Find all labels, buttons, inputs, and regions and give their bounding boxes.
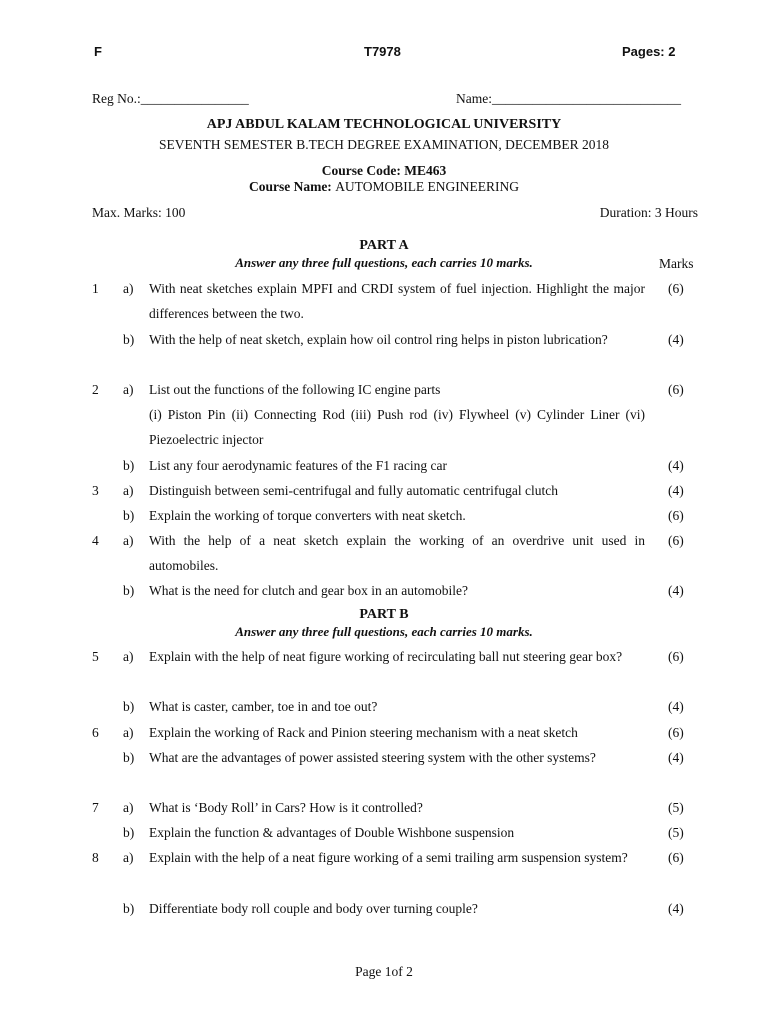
question-number: 7 [92,800,99,815]
question-marks: (4) [668,332,684,347]
course-code: Course Code: ME463 [321,163,447,178]
sub-question-label: a) [123,725,134,740]
reg-no-field: Reg No.:________________ [92,91,249,106]
page-count: Pages: 2 [622,44,676,59]
question-text: Explain the working of torque converters with neat sketch. [149,508,466,523]
sub-question-label: b) [123,699,135,714]
part-a-instruction: Answer any three full questions, each carries 10 marks. [235,255,533,270]
sub-question-label: a) [123,483,134,498]
part-a-title: PART A [359,238,409,253]
question-text: Explain the function & advantages of Double Wishbone suspension [149,825,515,840]
sub-question-label: a) [123,382,134,397]
sub-question-label: a) [123,850,134,865]
course-name-label: Course Name: [248,179,336,194]
question-text: With the help of a neat sketch explain the working of an overdrive unit used in automobiles. [149,533,645,573]
part-b-title: PART B [359,607,409,622]
part-b-instruction: Answer any three full questions, each carries 10 marks. [235,624,533,639]
question-marks: (6) [668,533,684,548]
paper-code: T7978 [364,44,401,59]
question-text: What is the need for clutch and gear box in an automobile? [149,583,469,598]
question-number: 1 [92,281,99,296]
question-marks: (4) [668,901,684,916]
question-text: What are the advantages of power assisted steering system with the other systems? [149,750,596,765]
question-text: Distinguish between semi-centrifugal and fully automatic centrifugal clutch [149,483,558,498]
course-name [0,179,768,195]
question-number: 5 [92,649,99,664]
question-marks: (5) [668,800,684,815]
name-field: Name:____________________________ [456,91,681,106]
sub-question-label: a) [123,533,134,548]
question-text: Explain the working of Rack and Pinion steering mechanism with a neat sketch [149,725,578,740]
question-text: What is ‘Body Roll’ in Cars? How is it controlled? [149,800,423,815]
question-text: List any four aerodynamic features of the F1 racing car [149,458,448,473]
question-text: (i) Piston Pin (ii) Connecting Rod (iii) Push rod (iv) Flywheel (v) Cylinder Liner (vi) Piezoelectric injector [149,407,645,447]
question-marks: (6) [668,850,684,865]
max-marks: Max. Marks: 100 [92,205,186,220]
page-number: Page 1of 2 [355,964,413,979]
question-marks: (5) [668,825,684,840]
marks-column-header: Marks [659,256,694,271]
sub-question-label: b) [123,750,135,765]
question-number: 2 [92,382,99,397]
sub-question-label: b) [123,508,135,523]
question-marks: (4) [668,458,684,473]
question-text: Differentiate body roll couple and body over turning couple? [149,901,478,916]
sub-question-label: b) [123,825,135,840]
duration: Duration: 3 Hours [599,205,698,220]
sub-question-label: b) [123,458,135,473]
question-text: With neat sketches explain MPFI and CRDI system of fuel injection. Highlight the major differences between the two. [149,281,645,321]
question-marks: (4) [668,483,684,498]
question-text: Explain with the help of neat figure working of recirculating ball nut steering gear box? [149,649,623,664]
course-name-value: AUTOMOBILE ENGINEERING [335,179,520,194]
question-text: List out the functions of the following IC engine parts [149,382,441,397]
sub-question-label: b) [123,583,135,598]
sub-question-label: a) [123,281,134,296]
sub-question-label: a) [123,649,134,664]
question-number: 3 [92,483,99,498]
question-marks: (4) [668,583,684,598]
question-number: 6 [92,725,99,740]
question-marks: (6) [668,725,684,740]
question-marks: (6) [668,382,684,397]
question-number: 4 [92,533,99,548]
sub-question-label: b) [123,332,135,347]
question-marks: (6) [668,649,684,664]
question-number: 8 [92,850,99,865]
sub-question-label: b) [123,901,135,916]
sub-question-label: a) [123,800,134,815]
paper-set-label: F [94,44,102,59]
question-marks: (6) [668,508,684,523]
university-name: APJ ABDUL KALAM TECHNOLOGICAL UNIVERSITY [206,117,562,132]
question-marks: (4) [668,699,684,714]
exam-title: SEVENTH SEMESTER B.TECH DEGREE EXAMINATION, DECEMBER 2018 [159,137,609,152]
question-marks: (6) [668,281,684,296]
question-marks: (4) [668,750,684,765]
question-text: With the help of neat sketch, explain how oil control ring helps in piston lubrication? [149,332,608,347]
question-text: What is caster, camber, toe in and toe out? [149,699,378,714]
question-text: Explain with the help of a neat figure working of a semi trailing arm suspension system? [149,850,628,865]
